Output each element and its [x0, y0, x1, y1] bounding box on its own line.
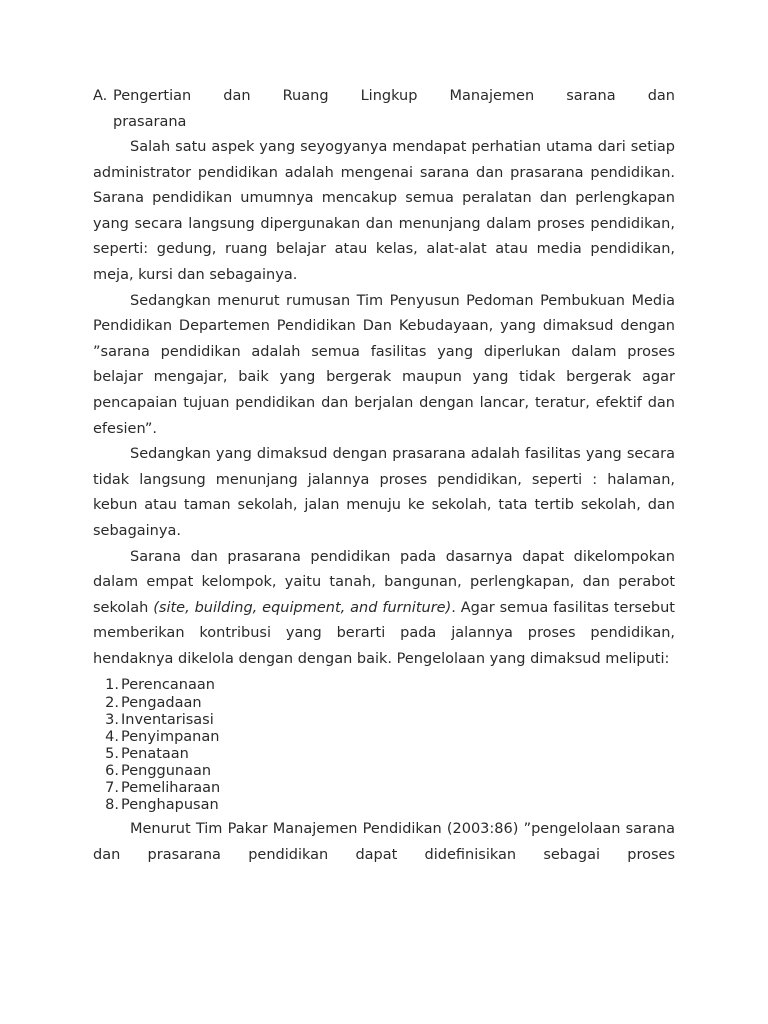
- heading-title-line1: [113, 84, 675, 110]
- heading-word: Manajemen: [449, 88, 535, 104]
- paragraph-sarana-definition: Salah satu aspek yang seyogyanya mendapat perhatian utama dari setiap administrator pendidikan adalah mengenai sarana dan prasarana pendidikan. Sarana pendidikan umumnya mencakup semua peralatan dan perlengkapan yang secara langsung dipergunakan dan menunjang dalam proses pendidikan, seperti: gedung, ruang belajar atau kelas, alat-alat atau media pendidikan, meja, kursi dan sebagainya.: [93, 139, 675, 283]
- paragraph-tim-pakar: Menurut Tim Pakar Manajemen Pendidikan (2003:86) ”pengelolaan sarana dan prasarana pendidikan dapat didefinisikan sebagai proses: [93, 821, 675, 863]
- list-item: [93, 712, 675, 729]
- management-steps-list: [93, 677, 675, 814]
- list-item-text: Penggunaan: [121, 762, 212, 779]
- list-item-text: Pengadaan: [121, 694, 202, 711]
- list-item-number: 1.: [105, 677, 119, 694]
- list-item-text: Penghapusan: [121, 797, 219, 814]
- list-item: [93, 746, 675, 763]
- list-item: [93, 729, 675, 746]
- list-item-number: 3.: [105, 711, 119, 728]
- list-item-number: 8.: [105, 797, 119, 814]
- list-item-number: 4.: [105, 728, 119, 745]
- heading-word: Ruang: [282, 88, 329, 104]
- heading-title: [113, 84, 675, 135]
- document-page: [93, 84, 675, 868]
- list-item-number: 6.: [105, 762, 119, 779]
- list-item: [93, 763, 675, 780]
- list-item: [93, 780, 675, 797]
- paragraph-kelompok-text-end: . Agar semua fasilitas tersebut memberikan kontribusi yang berarti pada jalannya proses pendidikan, hendaknya dikelola dengan dengan baik. Pengelolaan yang dimaksud meliputi:: [93, 599, 675, 667]
- heading-word: sarana: [566, 88, 616, 104]
- list-item-text: Perencanaan: [121, 677, 215, 694]
- list-item-number: 7.: [105, 780, 119, 797]
- list-item-text: Penyimpanan: [121, 728, 220, 745]
- paragraph-kelompok-italic: (site, building, equipment, and furniture): [153, 599, 452, 616]
- heading-word: dan: [223, 88, 251, 104]
- heading-number: A.: [93, 88, 108, 104]
- section-heading: [93, 84, 675, 135]
- list-item-number: 2.: [105, 694, 119, 711]
- list-item-number: 5.: [105, 745, 119, 762]
- list-item: [93, 677, 675, 694]
- list-item-text: Inventarisasi: [121, 711, 214, 728]
- paragraph-tim-penyusun: Sedangkan menurut rumusan Tim Penyusun Pedoman Pembukuan Media Pendidikan Departemen Pendidikan Dan Kebudayaan, yang dimaksud dengan ”sarana pendidikan adalah semua fasilitas yang diperlukan dalam proses belajar mengajar, baik yang bergerak maupun yang tidak bergerak agar pencapaian tujuan pendidikan dan berjalan dengan lancar, teratur, efektif dan efesien”.: [93, 292, 675, 437]
- list-item: [93, 695, 675, 712]
- list-item: [93, 797, 675, 814]
- heading-word: dan: [647, 88, 675, 104]
- paragraph-kelompok: [93, 545, 675, 673]
- heading-word: Lingkup: [360, 88, 418, 104]
- list-item-text: Pemeliharaan: [121, 780, 221, 797]
- paragraph-prasarana-definition: Sedangkan yang dimaksud dengan prasarana adalah fasilitas yang secara tidak langsung menunjang jalannya proses pendidikan, seperti : halaman, kebun atau taman sekolah, jalan menuju ke sekolah, tata tertib sekolah, dan sebagainya.: [93, 446, 675, 539]
- paragraph-kelompok-text: Sarana dan prasarana pendidikan pada dasarnya dapat dikelompokan dalam empat kelompok, yaitu tanah, bangunan, perlengkapan, dan perabot sekolah: [93, 548, 675, 616]
- heading-title-line2: prasarana: [113, 113, 187, 130]
- list-item-text: Penataan: [121, 745, 189, 762]
- heading-word: Pengertian: [113, 88, 192, 104]
